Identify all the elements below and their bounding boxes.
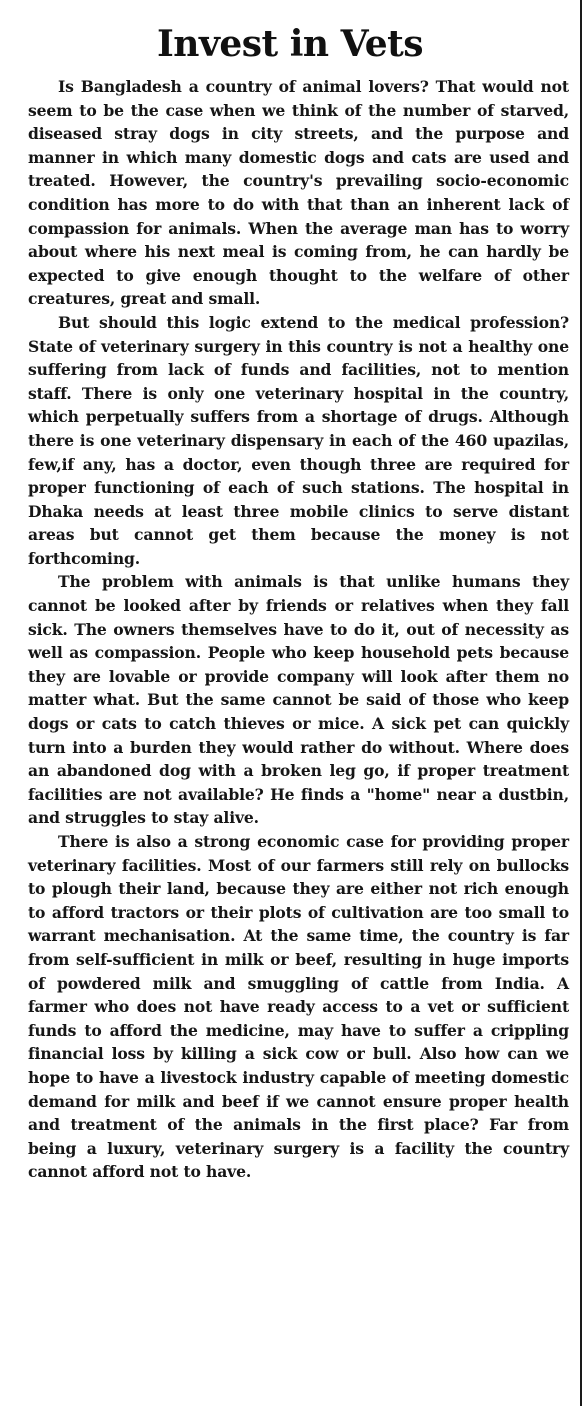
article-paragraph-4: There is also a strong economic case for providing proper veterinary facilities. Most of our farmers still rely on bullocks to plough their land, because they are either not rich enough to afford tractors or their plots of cultivation are too small to warrant mechanisation. At the same time, the country is far from self-sufficient in milk or beef, resulting in huge imports of powdered milk and smuggling of cattle from India. A farmer who does not have ready access to a vet or sufficient funds to afford the medicine, may have to suffer a crippling financial loss by killing a sick cow or bull. Also how can we hope to have a livestock industry capable of meeting domestic demand for milk and beef if we cannot ensure proper health and treatment of the animals in the first place? Far from being a luxury, veterinary surgery is a facility the country cannot afford not to have. (28, 832, 569, 1182)
article-body (28, 75, 569, 1184)
article-headline: Invest in Vets (156, 23, 424, 65)
article-paragraph-1: Is Bangladesh a country of animal lovers? That would not seem to be the case when we think of the number of starved, diseased stray dogs in city streets, and the purpose and manner in which many domestic dogs and cats are used and treated. However, the country's prevailing socio-economic condition has more to do with that than an inherent lack of compassion for animals. When the average man has to worry about where his next meal is coming from, he can hardly be expected to give enough thought to the welfare of other creatures, great and small. (28, 77, 569, 309)
article-paragraph-2: But should this logic extend to the medical profession? State of veterinary surgery in this country is not a healthy one suffering from lack of funds and facilities, not to mention staff. There is only one veterinary hospital in the country, which perpetually suffers from a shortage of drugs. Although there is one veterinary dispensary in each of the 460 upazilas, few,if any, has a doctor, even though three are required for proper functioning of each of such stations. The hospital in Dhaka needs at least three mobile clinics to serve distant areas but cannot get them because the money is not forthcoming. (28, 312, 569, 568)
article-paragraph-3: The problem with animals is that unlike humans they cannot be looked after by friends or relatives when they fall sick. The owners themselves have to do it, out of necessity as well as compassion. People who keep household pets because they are lovable or provide company will look after them no matter what. But the same cannot be said of those who keep dogs or cats to catch thieves or mice. A sick pet can quickly turn into a burden they would rather do without. Where does an abandoned dog with a broken leg go, if proper treatment facilities are not available? He finds a "home" near a dustbin, and struggles to stay alive. (28, 572, 569, 828)
